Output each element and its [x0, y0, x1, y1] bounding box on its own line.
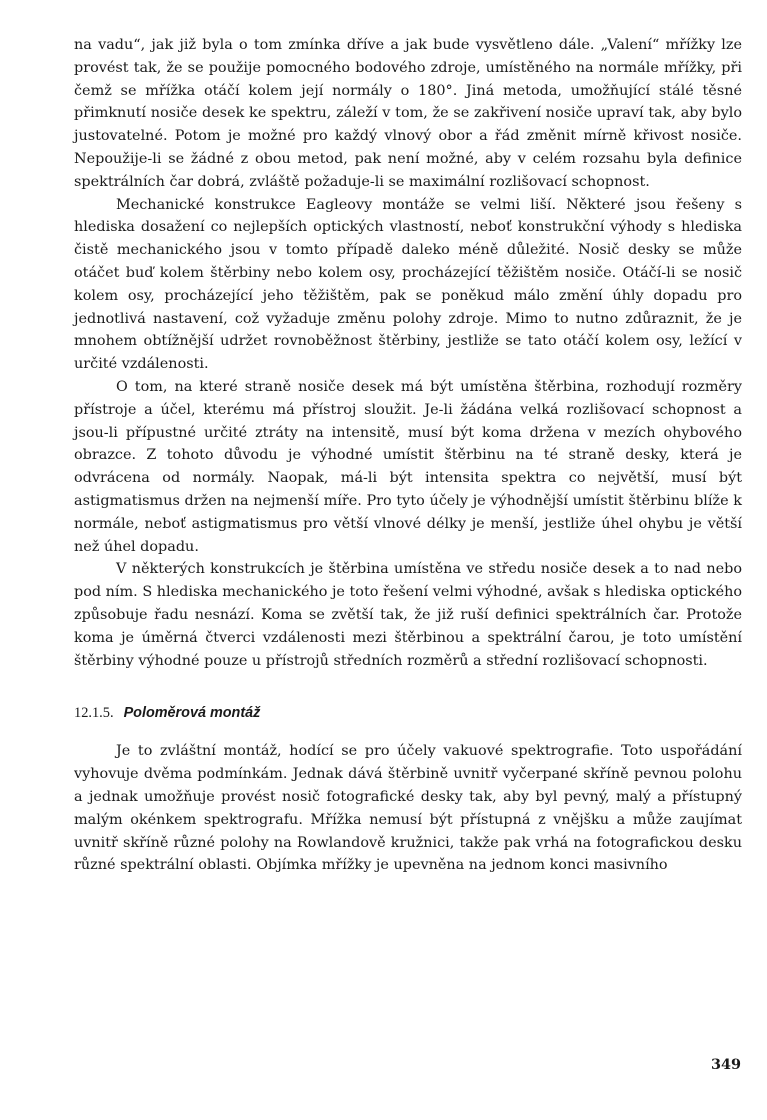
paragraph-continuation: na vadu“, jak již byla o tom zmínka dříve a jak bude vysvětleno dále. „Valení“ mřížky lze provést tak, že se použije pomocného bodového zdroje, umístěného na normále mřížky, při čemž se mřížka otáčí kolem její normály o 180°. Jiná metoda, umožňující stálé těsné přimknutí nosiče desek ke spektru, záleží v tom, že se zakřivení nosiče upraví tak, aby bylo justovatelné. Potom je možné pro každý vlnový obor a řád změnit mírně křivost nosiče. Nepoužije-li se žádné z obou metod, pak není možné, aby v celém rozsahu byla definice spektrálních čar dobrá, zvláště požaduje-li se maximální rozlišovací schopnost.: [74, 37, 742, 190]
paragraph-radial-mounting: Je to zvláštní montáž, hodící se pro účely vakuové spektrografie. Toto uspořádání vyhovuje dvěma podmínkám. Jednak dává štěrbině uvnitř vyčerpané skříně pevnou polohu a jednak umožňuje provést nosič fotografické desky tak, aby byl pevný, malý a přístupný malým okénkem spektrografu. Mřížka nemusí být přístupná z vnějšku a může zaujímat uvnitř skříně různé polohy na Rowlandově kružnici, takže pak vrhá na fotografickou desku různé spektrální oblasti. Objímka mřížky je upevněna na jednom konci masivního: [74, 743, 742, 874]
section-title: Poloměrová montáž: [123, 705, 261, 722]
page-number: 349: [710, 1056, 741, 1073]
page-body: [74, 34, 742, 877]
section-number: 12.1.5.: [74, 705, 114, 722]
paragraph-slit-position: O tom, na které straně nosiče desek má být umístěna štěrbina, rozhodují rozměry přístroje a účel, kterému má přístroj sloužit. Je-li žádána velká rozlišovací schopnost a jsou-li přípustné určité ztráty na intensitě, musí být koma držena v mezích ohybového obrazce. Z tohoto důvodu je výhodné umístit štěrbinu na té straně desky, která je odvrácena od normály. Naopak, má-li být intensita spektra co největší, musí být astigmatismus držen na nejmenší míře. Pro tyto účely je výhodnější umístit štěrbinu blíže k normále, neboť astigmatismus pro větší vlnové délky je menší, jestliže úhel ohybu je větší než úhel dopadu.: [74, 378, 742, 555]
paragraph-mechanical-constructions: Mechanické konstrukce Eagleovy montáže se velmi liší. Některé jsou řešeny s hlediska dosažení co nejlepších optických vlastností, neboť konstrukční výhody s hlediska čistě mechanického jsou v tomto případě daleko méně důležité. Nosič desky se může otáčet buď kolem štěrbiny nebo kolem osy, procházející těžištěm nosiče. Otáčí-li se nosič kolem osy, procházející jeho těžištěm, pak se poněkud málo změní úhly dopadu pro jednotlivá nastavení, což vyžaduje změnu polohy zdroje. Mimo to nutno zdůraznit, že je mnohem obtížnější udržet rovnoběžnost štěrbiny, jestliže se tato otáčí kolem osy, ležící v určité vzdálenosti.: [74, 196, 742, 373]
paragraph-slit-center: V některých konstrukcích je štěrbina umístěna ve středu nosiče desek a to nad nebo pod ním. S hlediska mechanického je toto řešení velmi výhodné, avšak s hlediska optického způsobuje řadu nesnází. Koma se zvětší tak, že již ruší definici spektrálních čar. Protože koma je úměrná čtverci vzdálenosti mezi štěrbinou a spektrální čarou, je toto umístění štěrbiny výhodné pouze u přístrojů středních rozměrů a střední rozlišovací schopnosti.: [74, 561, 743, 669]
section-heading: [74, 702, 742, 724]
